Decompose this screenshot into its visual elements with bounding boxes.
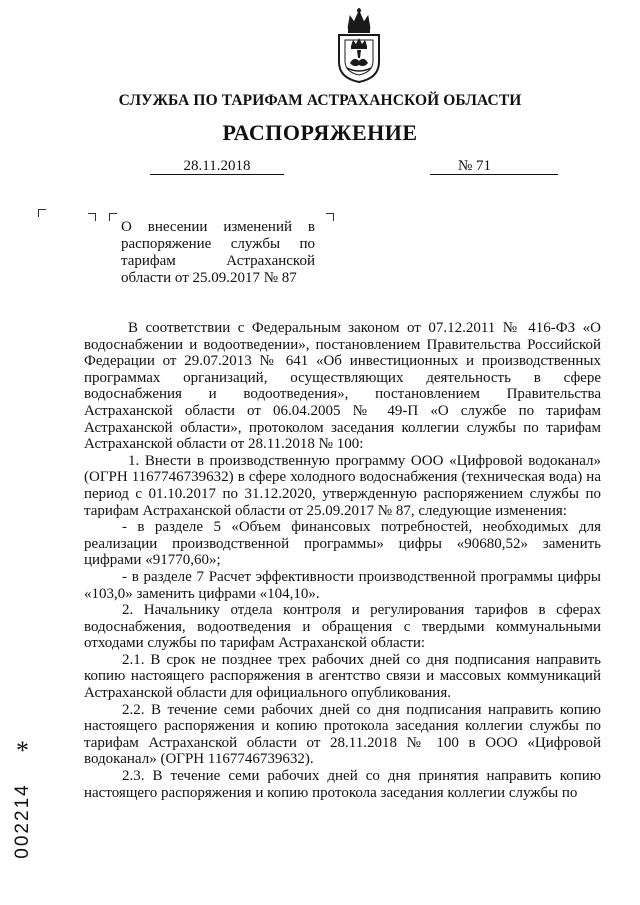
subject-line: О внесении изменений в	[121, 219, 315, 235]
side-registration-stamp	[8, 738, 38, 858]
document-title: РАСПОРЯЖЕНИЕ	[222, 120, 418, 145]
corner-mark-subject-left-outer	[88, 213, 96, 221]
registration-number: 002214	[12, 783, 33, 859]
clause-1-change-1: - в разделе 5 «Объем финансовых потребностей, необходимых для реализации производственной программы» цифры «90680,52» заменить цифрами «91770,60»;	[84, 519, 601, 569]
organization-name: СЛУЖБА ПО ТАРИФАМ АСТРАХАНСКОЙ ОБЛАСТИ	[118, 92, 522, 109]
subject-line: тарифам Астраханской	[121, 253, 315, 269]
clause-2: 2. Начальнику отдела контроля и регулирования тарифов в сферах водоснабжения, водоотведения и обращения с твердыми коммунальными отходами службы по тарифам Астраханской области:	[84, 602, 601, 652]
document-body	[84, 320, 601, 801]
subject-line: области от 25.09.2017 № 87	[121, 270, 297, 286]
clause-1-change-2: - в разделе 7 Расчет эффективности производственной программы цифры «103,0» заменить цифрами «104,10».	[84, 568, 601, 602]
document-date: 28.11.2018	[150, 158, 284, 175]
coat-of-arms-emblem	[334, 8, 384, 84]
astrakhan-coat-of-arms-icon	[334, 8, 384, 84]
document-subject	[121, 219, 315, 287]
document-number	[430, 158, 558, 175]
corner-mark-top-left	[38, 209, 46, 217]
clause-1: 1. Внести в производственную программу ООО «Цифровой водоканал» (ОГРН 1167746739632) в сфере холодного водоснабжения (техническая вода) на период с 01.10.2017 по 31.12.2020, утвержденную распоряжением службы по тарифам Астраханской области от 25.09.2017 № 87, следующие изменения:	[84, 452, 601, 519]
clause-2-3: 2.3. В течение семи рабочих дней со дня принятия направить копию настоящего распоряжения и копию протокола заседания коллегии службы по	[84, 768, 601, 801]
corner-mark-subject-right	[326, 213, 334, 221]
clause-2-2: 2.2. В течение семи рабочих дней со дня подписания направить копию настоящего распоряжения и копию протокола заседания коллегии службы по тарифам Астраханской области от 28.11.2018 № 100 в ООО «Цифровой водоканал» (ОГРН 1167746739632).	[84, 701, 601, 768]
subject-line: распоряжение службы по	[121, 236, 315, 252]
document-number-value: № 71	[458, 158, 492, 174]
corner-mark-subject-left-inner	[109, 213, 117, 221]
preamble-paragraph: В соответствии с Федеральным законом от 07.12.2011 № 416-ФЗ «О водоснабжении и водоотведении», постановлением Правительства Российской Федерации от 29.07.2013 № 641 «Об инвестиционных и производственных программах организаций, осуществляющих деятельность в сфере водоснабжения и водоотведения», постановлением Правительства Астраханской области от 06.04.2005 № 49-П «О службе по тарифам Астраханской области», протоколом заседания коллегии службы по тарифам Астраханской области от 28.11.2018 № 100:	[84, 320, 601, 453]
asterisk-mark: *	[16, 736, 29, 765]
clause-2-1: 2.1. В срок не позднее трех рабочих дней со дня подписания направить копию настоящего распоряжения в агентство связи и массовых коммуникаций Астраханской области для официального опубликования.	[84, 651, 601, 702]
